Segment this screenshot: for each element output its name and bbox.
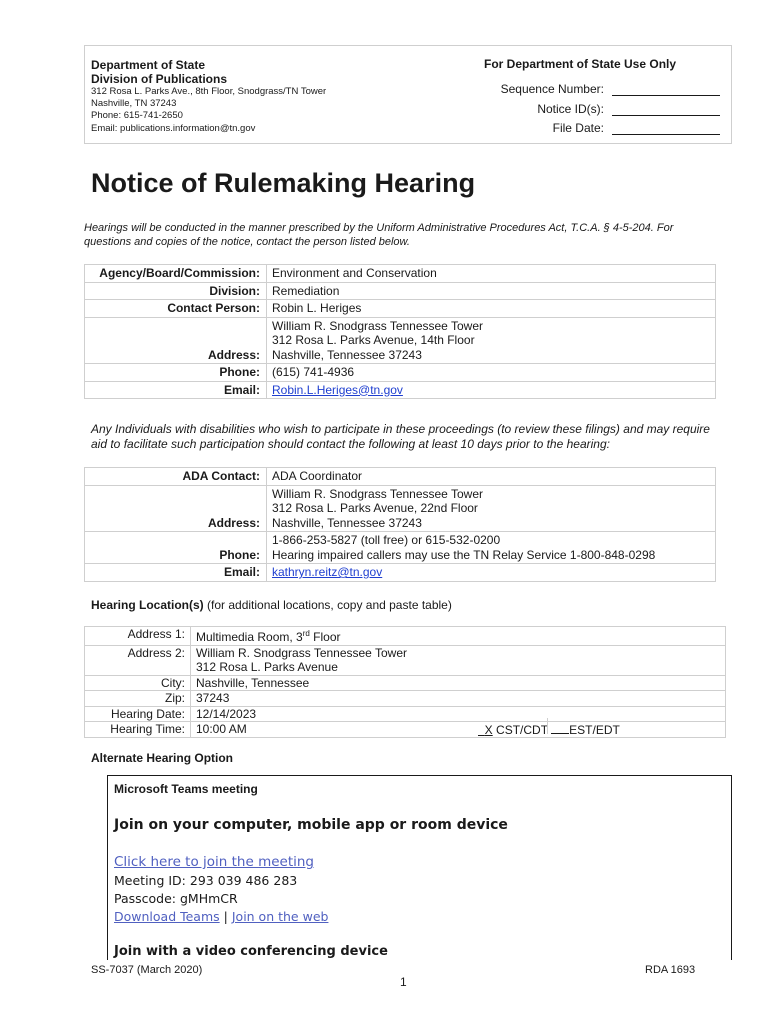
intro-text: Hearings will be conducted in the manner prescribed by the Uniform Administrative Procedures Act, T.C.A. § 4-5-204. For questions and copies of the notice, contact the person listed below. bbox=[84, 222, 674, 248]
ada-phone-value bbox=[267, 532, 716, 564]
table-row bbox=[85, 282, 716, 300]
join-heading: Join on your computer, mobile app or room device bbox=[114, 817, 508, 833]
table-row bbox=[85, 722, 726, 738]
sequence-number-field[interactable] bbox=[612, 82, 720, 96]
address-line: 312 Rosa L. Parks Avenue, 22nd Floor bbox=[272, 501, 478, 515]
rda-number: RDA 1693 bbox=[645, 964, 696, 976]
sequence-number-row bbox=[484, 82, 720, 96]
phone-value: (615) 741-4936 bbox=[267, 364, 716, 382]
table-row bbox=[85, 532, 716, 564]
table-row bbox=[85, 265, 716, 283]
address-line: William R. Snodgrass Tennessee Tower bbox=[196, 645, 407, 660]
ada-contact-label: ADA Contact: bbox=[85, 468, 267, 486]
sequence-number-label: Sequence Number: bbox=[500, 82, 604, 96]
use-only-title: For Department of State Use Only bbox=[484, 57, 677, 71]
hearing-location-title bbox=[91, 598, 452, 612]
address-line: 312 Rosa L. Parks Avenue, 14th Floor bbox=[272, 333, 475, 347]
page-title: Notice of Rulemaking Hearing bbox=[91, 168, 476, 198]
city-value: Nashville, Tennessee bbox=[191, 675, 726, 691]
tz-cst-mark-text: X bbox=[484, 723, 493, 737]
ada-email-link[interactable]: kathryn.reitz@tn.gov bbox=[272, 565, 383, 579]
teams-meeting-title: Microsoft Teams meeting bbox=[114, 782, 258, 796]
ada-address-label: Address: bbox=[85, 485, 267, 532]
zip-label: Zip: bbox=[85, 691, 191, 707]
link-separator: | bbox=[223, 909, 228, 924]
hearing-location-table bbox=[84, 626, 726, 738]
division-value: Remediation bbox=[267, 282, 716, 300]
table-row bbox=[85, 468, 716, 486]
address-line: Nashville, Tennessee 37243 bbox=[272, 515, 422, 530]
join-web-link[interactable]: Join on the web bbox=[231, 909, 329, 924]
download-teams-link[interactable]: Download Teams bbox=[114, 909, 220, 924]
publisher-city: Nashville, TN 37243 bbox=[91, 98, 177, 110]
email-label: Email: bbox=[85, 381, 267, 399]
disabilities-note: Any Individuals with disabilities who wish to participate in these proceedings (to review these filings) and may require aid to facilitate such participation should contact the following at least 10 days prior to the hearing: bbox=[91, 422, 710, 451]
address2-value bbox=[191, 645, 726, 675]
file-date-row bbox=[484, 121, 720, 135]
table-row bbox=[85, 706, 726, 722]
address-value bbox=[267, 317, 716, 364]
agency-value: Environment and Conservation bbox=[267, 265, 716, 283]
tz-est-label: EST/EDT bbox=[569, 723, 620, 737]
tz-est-mark[interactable] bbox=[551, 722, 569, 734]
ada-address-value bbox=[267, 485, 716, 532]
publisher-info bbox=[91, 58, 451, 135]
ada-contact-value: ADA Coordinator bbox=[267, 468, 716, 486]
notice-id-label: Notice ID(s): bbox=[537, 102, 604, 116]
table-row bbox=[85, 364, 716, 382]
teams-meeting-box bbox=[107, 775, 732, 960]
division-label: Division: bbox=[85, 282, 267, 300]
publisher-email: Email: publications.information@tn.gov bbox=[91, 122, 256, 134]
file-date-field[interactable] bbox=[612, 121, 720, 135]
address1-value bbox=[191, 627, 726, 646]
address-line: 312 Rosa L. Parks Avenue bbox=[196, 660, 338, 674]
table-row bbox=[85, 675, 726, 691]
table-row bbox=[85, 300, 716, 318]
table-row bbox=[85, 381, 716, 399]
address1-sup: rd bbox=[302, 629, 310, 638]
join-meeting-link[interactable]: Click here to join the meeting bbox=[114, 854, 315, 870]
contact-email-link[interactable]: Robin.L.Heriges@tn.gov bbox=[272, 382, 403, 397]
form-id: SS-7037 (March 2020) bbox=[91, 964, 203, 976]
agency-label: Agency/Board/Commission: bbox=[85, 265, 267, 283]
table-row bbox=[85, 645, 726, 675]
tz-cst-mark[interactable] bbox=[478, 723, 493, 737]
passcode: Passcode: gMHmCR bbox=[114, 891, 238, 906]
hearing-time-cell bbox=[191, 722, 726, 738]
address2-label: Address 2: bbox=[85, 645, 191, 675]
address-line: William R. Snodgrass Tennessee Tower bbox=[272, 486, 483, 501]
division-name: Division of Publications bbox=[91, 72, 228, 86]
tz-cst-label: CST/CDT bbox=[496, 723, 548, 737]
video-device-heading: Join with a video conferencing device bbox=[114, 944, 388, 959]
notice-id-row bbox=[484, 102, 720, 116]
hearing-time-label: Hearing Time: bbox=[85, 722, 191, 738]
hearing-date-label: Hearing Date: bbox=[85, 706, 191, 722]
phone-line: 1-866-253-5827 (toll free) or 615-532-0200 bbox=[272, 533, 501, 547]
address-line: William R. Snodgrass Tennessee Tower bbox=[272, 318, 483, 333]
teams-links-row bbox=[114, 909, 328, 924]
page-number: 1 bbox=[400, 975, 407, 989]
address1-label: Address 1: bbox=[85, 627, 191, 646]
hearing-location-title-note: (for additional locations, copy and paste table) bbox=[203, 598, 452, 612]
table-row bbox=[85, 485, 716, 532]
ada-phone-label: Phone: bbox=[85, 532, 267, 564]
address-line: Nashville, Tennessee 37243 bbox=[272, 347, 422, 362]
hearing-time-value: 10:00 AM bbox=[196, 722, 247, 736]
file-date-label: File Date: bbox=[552, 121, 604, 135]
notice-id-field[interactable] bbox=[612, 102, 720, 116]
table-row bbox=[85, 564, 716, 582]
address1-tail: Floor bbox=[309, 630, 341, 644]
phone-line: Hearing impaired callers may use the TN Relay Service 1-800-848-0298 bbox=[272, 547, 656, 562]
zip-value: 37243 bbox=[191, 691, 726, 707]
ada-contact-table bbox=[84, 467, 716, 582]
table-row bbox=[85, 627, 726, 646]
contact-person-label: Contact Person: bbox=[85, 300, 267, 318]
publisher-phone: Phone: 615-741-2650 bbox=[91, 110, 183, 122]
table-row bbox=[85, 317, 716, 364]
contact-person-value: Robin L. Heriges bbox=[267, 300, 716, 318]
alternate-hearing-title: Alternate Hearing Option bbox=[91, 751, 234, 765]
address-label: Address: bbox=[85, 317, 267, 364]
publisher-address: 312 Rosa L. Parks Ave., 8th Floor, Snodgrass/TN Tower bbox=[91, 86, 327, 97]
phone-label: Phone: bbox=[85, 364, 267, 382]
hearing-date-value: 12/14/2023 bbox=[191, 706, 726, 722]
ada-email-label: Email: bbox=[85, 564, 267, 582]
time-cell-divider bbox=[547, 718, 549, 734]
agency-contact-table bbox=[84, 264, 716, 399]
hearing-location-title-bold: Hearing Location(s) bbox=[91, 598, 204, 612]
department-name: Department of State bbox=[91, 58, 206, 72]
table-row bbox=[85, 691, 726, 707]
address1-text: Multimedia Room, 3 bbox=[196, 630, 303, 644]
meeting-id: Meeting ID: 293 039 486 283 bbox=[114, 873, 298, 888]
city-label: City: bbox=[85, 675, 191, 691]
